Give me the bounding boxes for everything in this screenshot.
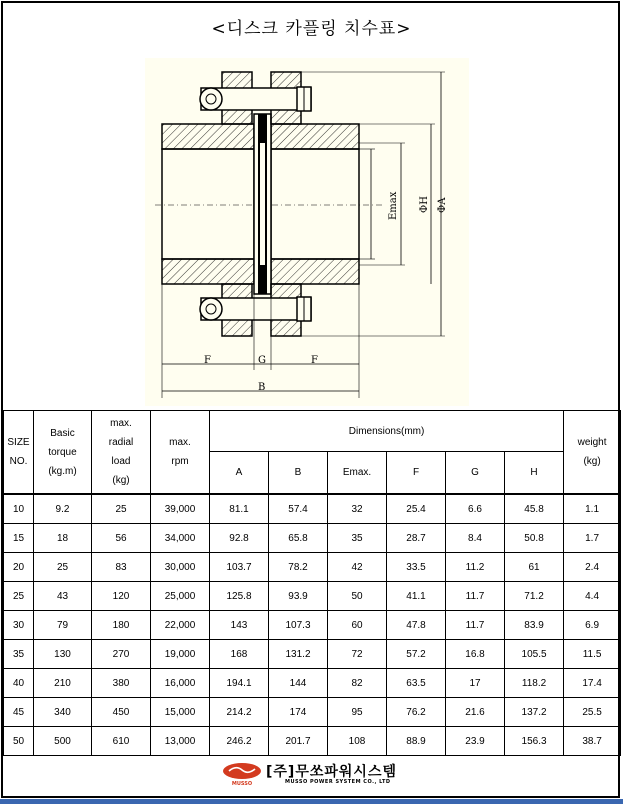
table-cell: 108 bbox=[328, 727, 387, 756]
table-cell: 21.6 bbox=[446, 698, 505, 727]
table-cell: 50.8 bbox=[505, 524, 564, 553]
header-g: G bbox=[446, 452, 505, 495]
header-dimensions: Dimensions(mm) bbox=[210, 411, 564, 452]
table-row bbox=[4, 698, 621, 727]
table-cell: 30,000 bbox=[151, 553, 210, 582]
table-cell: 201.7 bbox=[269, 727, 328, 756]
table-cell: 18 bbox=[34, 524, 92, 553]
table-cell: 103.7 bbox=[210, 553, 269, 582]
table-row bbox=[4, 582, 621, 611]
table-cell: 105.5 bbox=[505, 640, 564, 669]
table-cell: 10 bbox=[4, 494, 34, 524]
table-cell: 6.6 bbox=[446, 494, 505, 524]
table-cell: 450 bbox=[92, 698, 151, 727]
header-b: B bbox=[269, 452, 328, 495]
table-cell: 50 bbox=[4, 727, 34, 756]
table-cell: 8.4 bbox=[446, 524, 505, 553]
page-title: <디스크 카플링 치수표> bbox=[211, 19, 412, 39]
table-cell: 25 bbox=[4, 582, 34, 611]
logo-text: MUSSO bbox=[231, 781, 253, 787]
table-cell: 42 bbox=[328, 553, 387, 582]
table-cell: 47.8 bbox=[387, 611, 446, 640]
table-cell: 28.7 bbox=[387, 524, 446, 553]
table-cell: 30 bbox=[4, 611, 34, 640]
table-cell: 95 bbox=[328, 698, 387, 727]
table-cell: 6.9 bbox=[564, 611, 621, 640]
header-torque: Basic torque (kg.m) bbox=[34, 411, 92, 495]
table-cell: 50 bbox=[328, 582, 387, 611]
table-cell: 45 bbox=[4, 698, 34, 727]
table-cell: 610 bbox=[92, 727, 151, 756]
label-g: G bbox=[258, 355, 266, 366]
table-cell: 57.4 bbox=[269, 494, 328, 524]
table-cell: 2.4 bbox=[564, 553, 621, 582]
header-a: A bbox=[210, 452, 269, 495]
table-cell: 88.9 bbox=[387, 727, 446, 756]
table-cell: 83.9 bbox=[505, 611, 564, 640]
table-cell: 17 bbox=[446, 669, 505, 698]
table-cell: 16,000 bbox=[151, 669, 210, 698]
table-cell: 246.2 bbox=[210, 727, 269, 756]
table-cell: 180 bbox=[92, 611, 151, 640]
table-row bbox=[4, 611, 621, 640]
table-cell: 63.5 bbox=[387, 669, 446, 698]
header-size: SIZE NO. bbox=[4, 411, 34, 495]
table-cell: 130 bbox=[34, 640, 92, 669]
table-cell: 174 bbox=[269, 698, 328, 727]
table-row bbox=[4, 669, 621, 698]
table-cell: 11.2 bbox=[446, 553, 505, 582]
table-cell: 38.7 bbox=[564, 727, 621, 756]
table-cell: 22,000 bbox=[151, 611, 210, 640]
company-name-en: MUSSO POWER SYSTEM CO., LTD bbox=[285, 779, 391, 785]
table-cell: 194.1 bbox=[210, 669, 269, 698]
table-cell: 33.5 bbox=[387, 553, 446, 582]
table-cell: 1.7 bbox=[564, 524, 621, 553]
table-cell: 45.8 bbox=[505, 494, 564, 524]
table-row bbox=[4, 640, 621, 669]
table-cell: 39,000 bbox=[151, 494, 210, 524]
table-cell: 76.2 bbox=[387, 698, 446, 727]
header-weight: weight (kg) bbox=[564, 411, 621, 495]
footer bbox=[3, 752, 620, 798]
table-cell: 72 bbox=[328, 640, 387, 669]
table-cell: 156.3 bbox=[505, 727, 564, 756]
table-cell: 82 bbox=[328, 669, 387, 698]
table-cell: 143 bbox=[210, 611, 269, 640]
table-cell: 81.1 bbox=[210, 494, 269, 524]
table-cell: 17.4 bbox=[564, 669, 621, 698]
table-cell: 79 bbox=[34, 611, 92, 640]
musso-logo bbox=[221, 762, 263, 792]
header-radial-load: max. radial load (kg) bbox=[92, 411, 151, 495]
table-cell: 137.2 bbox=[505, 698, 564, 727]
header-rpm: max. rpm bbox=[151, 411, 210, 495]
table-cell: 11.7 bbox=[446, 582, 505, 611]
table-cell: 83 bbox=[92, 553, 151, 582]
table-cell: 43 bbox=[34, 582, 92, 611]
table-cell: 25.5 bbox=[564, 698, 621, 727]
table-cell: 500 bbox=[34, 727, 92, 756]
table-cell: 23.9 bbox=[446, 727, 505, 756]
table-cell: 125.8 bbox=[210, 582, 269, 611]
table-cell: 34,000 bbox=[151, 524, 210, 553]
label-f-left: F bbox=[204, 355, 211, 366]
table-cell: 9.2 bbox=[34, 494, 92, 524]
table-cell: 56 bbox=[92, 524, 151, 553]
table-cell: 1.1 bbox=[564, 494, 621, 524]
table-cell: 35 bbox=[328, 524, 387, 553]
table-cell: 92.8 bbox=[210, 524, 269, 553]
label-h: ΦH bbox=[419, 196, 430, 213]
table-cell: 13,000 bbox=[151, 727, 210, 756]
table-cell: 214.2 bbox=[210, 698, 269, 727]
bottom-accent-bar bbox=[0, 799, 623, 804]
table-cell: 340 bbox=[34, 698, 92, 727]
table-cell: 11.5 bbox=[564, 640, 621, 669]
label-f-right: F bbox=[311, 355, 318, 366]
table-cell: 57.2 bbox=[387, 640, 446, 669]
table-cell: 25 bbox=[34, 553, 92, 582]
header-f: F bbox=[387, 452, 446, 495]
table-cell: 25,000 bbox=[151, 582, 210, 611]
label-b: B bbox=[258, 382, 266, 393]
table-cell: 15 bbox=[4, 524, 34, 553]
table-cell: 78.2 bbox=[269, 553, 328, 582]
table-cell: 25 bbox=[92, 494, 151, 524]
table-cell: 20 bbox=[4, 553, 34, 582]
table-cell: 93.9 bbox=[269, 582, 328, 611]
table-cell: 16.8 bbox=[446, 640, 505, 669]
label-a: ΦA bbox=[437, 197, 448, 213]
table-cell: 4.4 bbox=[564, 582, 621, 611]
table-cell: 270 bbox=[92, 640, 151, 669]
table-cell: 144 bbox=[269, 669, 328, 698]
table-row bbox=[4, 524, 621, 553]
table-cell: 35 bbox=[4, 640, 34, 669]
table-cell: 107.3 bbox=[269, 611, 328, 640]
company-name-kr: [주]무쏘파워시스템 bbox=[266, 764, 397, 780]
table-cell: 168 bbox=[210, 640, 269, 669]
table-cell: 19,000 bbox=[151, 640, 210, 669]
table-row bbox=[4, 553, 621, 582]
table-cell: 61 bbox=[505, 553, 564, 582]
header-h: H bbox=[505, 452, 564, 495]
table-cell: 15,000 bbox=[151, 698, 210, 727]
table-cell: 131.2 bbox=[269, 640, 328, 669]
table-cell: 60 bbox=[328, 611, 387, 640]
coupling-drawing bbox=[145, 58, 469, 406]
table-cell: 25.4 bbox=[387, 494, 446, 524]
dimension-table bbox=[3, 410, 621, 756]
label-emax: Emax bbox=[388, 191, 399, 220]
table-cell: 71.2 bbox=[505, 582, 564, 611]
table-cell: 380 bbox=[92, 669, 151, 698]
table-cell: 41.1 bbox=[387, 582, 446, 611]
table-cell: 11.7 bbox=[446, 611, 505, 640]
table-cell: 118.2 bbox=[505, 669, 564, 698]
table-cell: 210 bbox=[34, 669, 92, 698]
table-cell: 32 bbox=[328, 494, 387, 524]
header-emax: Emax. bbox=[328, 452, 387, 495]
table-cell: 65.8 bbox=[269, 524, 328, 553]
table-cell: 40 bbox=[4, 669, 34, 698]
table-row bbox=[4, 494, 621, 524]
table-cell: 120 bbox=[92, 582, 151, 611]
